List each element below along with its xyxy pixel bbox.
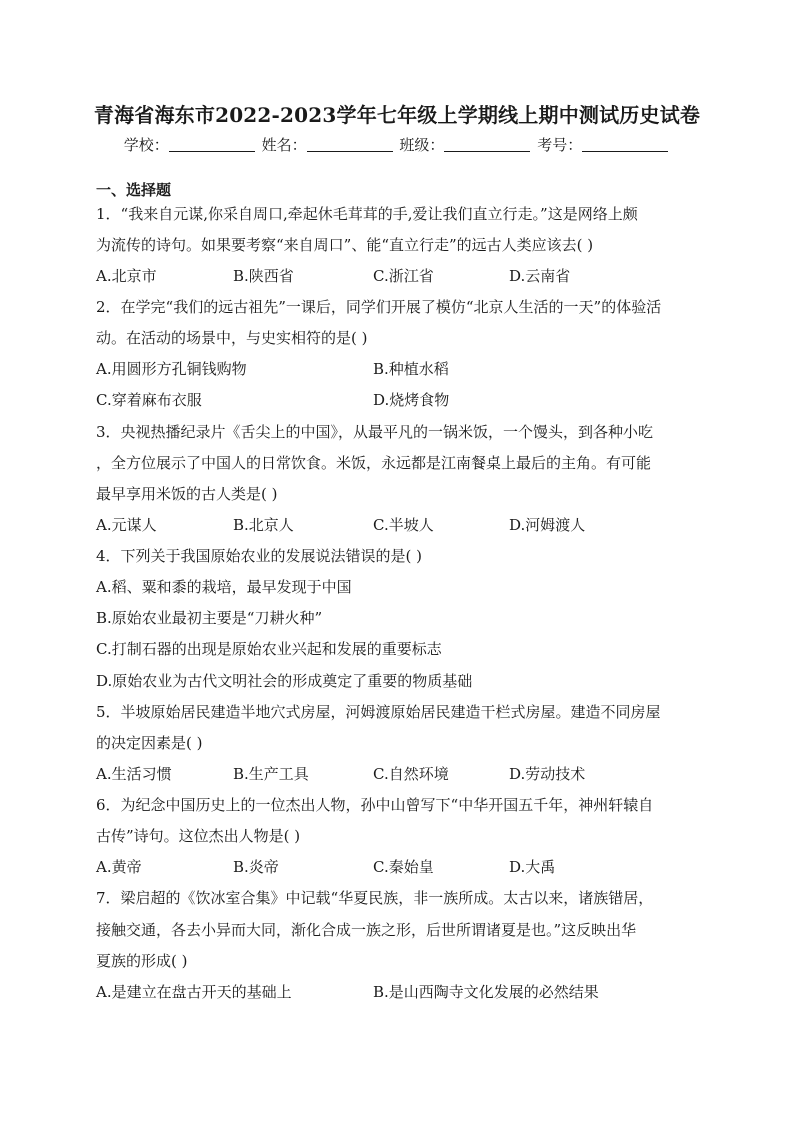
- q5-stem-line1: 5．半坡原始居民建造半地穴式房屋，河姆渡原始居民建造干栏式房屋。建造不同房屋: [96, 703, 661, 721]
- q5-option-b[interactable]: B.生产工具: [233, 765, 309, 783]
- name-label: 姓名：: [261, 136, 307, 154]
- q4-stem-line1: 4．下列关于我国原始农业的发展说法错误的是( ): [96, 547, 423, 565]
- q2-option-b[interactable]: B.种植水稻: [373, 360, 449, 378]
- name-blank[interactable]: [307, 135, 393, 152]
- q4-option-d[interactable]: D.原始农业为古代文明社会的形成奠定了重要的物质基础: [96, 672, 473, 690]
- q5-option-c[interactable]: C.自然环境: [373, 765, 449, 783]
- q2-option-d[interactable]: D.烧烤食物: [373, 391, 450, 409]
- exam-title: 青海省海东市2022-2023学年七年级上学期线上期中测试历史试卷: [93, 103, 701, 127]
- class-label: 班级：: [399, 136, 445, 154]
- q3-stem-line2: ，全方位展示了中国人的日常饮食。米饭，永远都是江南餐桌上最后的主角。有可能: [96, 454, 652, 472]
- q1-option-d[interactable]: D.云南省: [509, 267, 571, 285]
- q1-option-b[interactable]: B.陕西省: [233, 267, 294, 285]
- q7-stem-line3: 夏族的形成( ): [96, 952, 188, 970]
- q6-option-a[interactable]: A.黄帝: [96, 858, 142, 876]
- q7-stem-line2: 接触交通，各去小异而大同，渐化合成一族之形，后世所谓诸夏是也。”这反映出华: [96, 921, 637, 939]
- q3-stem-line3: 最早享用米饭的古人类是( ): [96, 485, 278, 503]
- q6-option-c[interactable]: C.秦始皇: [373, 858, 434, 876]
- q6-stem-line2: 古传”诗句。这位杰出人物是( ): [96, 827, 301, 845]
- q7-option-a[interactable]: A.是建立在盘古开天的基础上: [96, 983, 292, 1001]
- q2-stem-line1: 2．在学完“我们的远古祖先”一课后，同学们开展了模仿“北京人生活的一天”的体验活: [96, 298, 662, 316]
- q1-option-a[interactable]: A.北京市: [96, 267, 157, 285]
- q3-option-d[interactable]: D.河姆渡人: [509, 516, 586, 534]
- q5-stem-line2: 的决定因素是( ): [96, 734, 203, 752]
- q4-option-a[interactable]: A.稻、粟和黍的栽培，最早发现于中国: [96, 578, 352, 596]
- q1-stem-line1: 1．“我来自元谋,你采自周口,牵起休毛茸茸的手,爱让我们直立行走。”这是网络上颇: [96, 205, 638, 223]
- q2-option-a[interactable]: A.用圆形方孔铜钱购物: [96, 360, 247, 378]
- q2-option-c[interactable]: C.穿着麻布衣服: [96, 391, 202, 409]
- school-blank[interactable]: [169, 135, 255, 152]
- q1-stem-line2: 为流传的诗句。如果要考察“来自周口”、能“直立行走”的远古人类应该去( ): [96, 236, 594, 254]
- q7-option-b[interactable]: B.是山西陶寺文化发展的必然结果: [373, 983, 599, 1001]
- q1-option-c[interactable]: C.浙江省: [373, 267, 434, 285]
- section-heading: 一、选择题: [96, 181, 172, 199]
- q4-option-c[interactable]: C.打制石器的出现是原始农业兴起和发展的重要标志: [96, 640, 442, 658]
- q3-stem-line1: 3．央视热播纪录片《舌尖上的中国》，从最平凡的一锅米饭，一个馒头，到各种小吃: [96, 423, 654, 441]
- number-blank[interactable]: [582, 135, 668, 152]
- q3-option-c[interactable]: C.半坡人: [373, 516, 434, 534]
- student-info-row: [0, 134, 794, 156]
- q3-option-a[interactable]: A.元谋人: [96, 516, 157, 534]
- q5-option-d[interactable]: D.劳动技术: [509, 765, 586, 783]
- q6-option-b[interactable]: B.炎帝: [233, 858, 279, 876]
- q5-option-a[interactable]: A.生活习惯: [96, 765, 172, 783]
- number-label: 考号：: [537, 136, 583, 154]
- class-blank[interactable]: [444, 135, 530, 152]
- q4-option-b[interactable]: B.原始农业最初主要是“刀耕火种”: [96, 609, 323, 627]
- q6-stem-line1: 6．为纪念中国历史上的一位杰出人物，孙中山曾写下“中华开国五千年，神州轩辕自: [96, 796, 654, 814]
- q6-option-d[interactable]: D.大禹: [509, 858, 556, 876]
- q2-stem-line2: 动。在活动的场景中，与史实相符的是( ): [96, 329, 368, 347]
- q7-stem-line1: 7．梁启超的《饮冰室合集》中记载“华夏民族，非一族所成。太古以来，诸族错居，: [96, 889, 654, 907]
- q3-option-b[interactable]: B.北京人: [233, 516, 294, 534]
- school-label: 学校：: [123, 136, 169, 154]
